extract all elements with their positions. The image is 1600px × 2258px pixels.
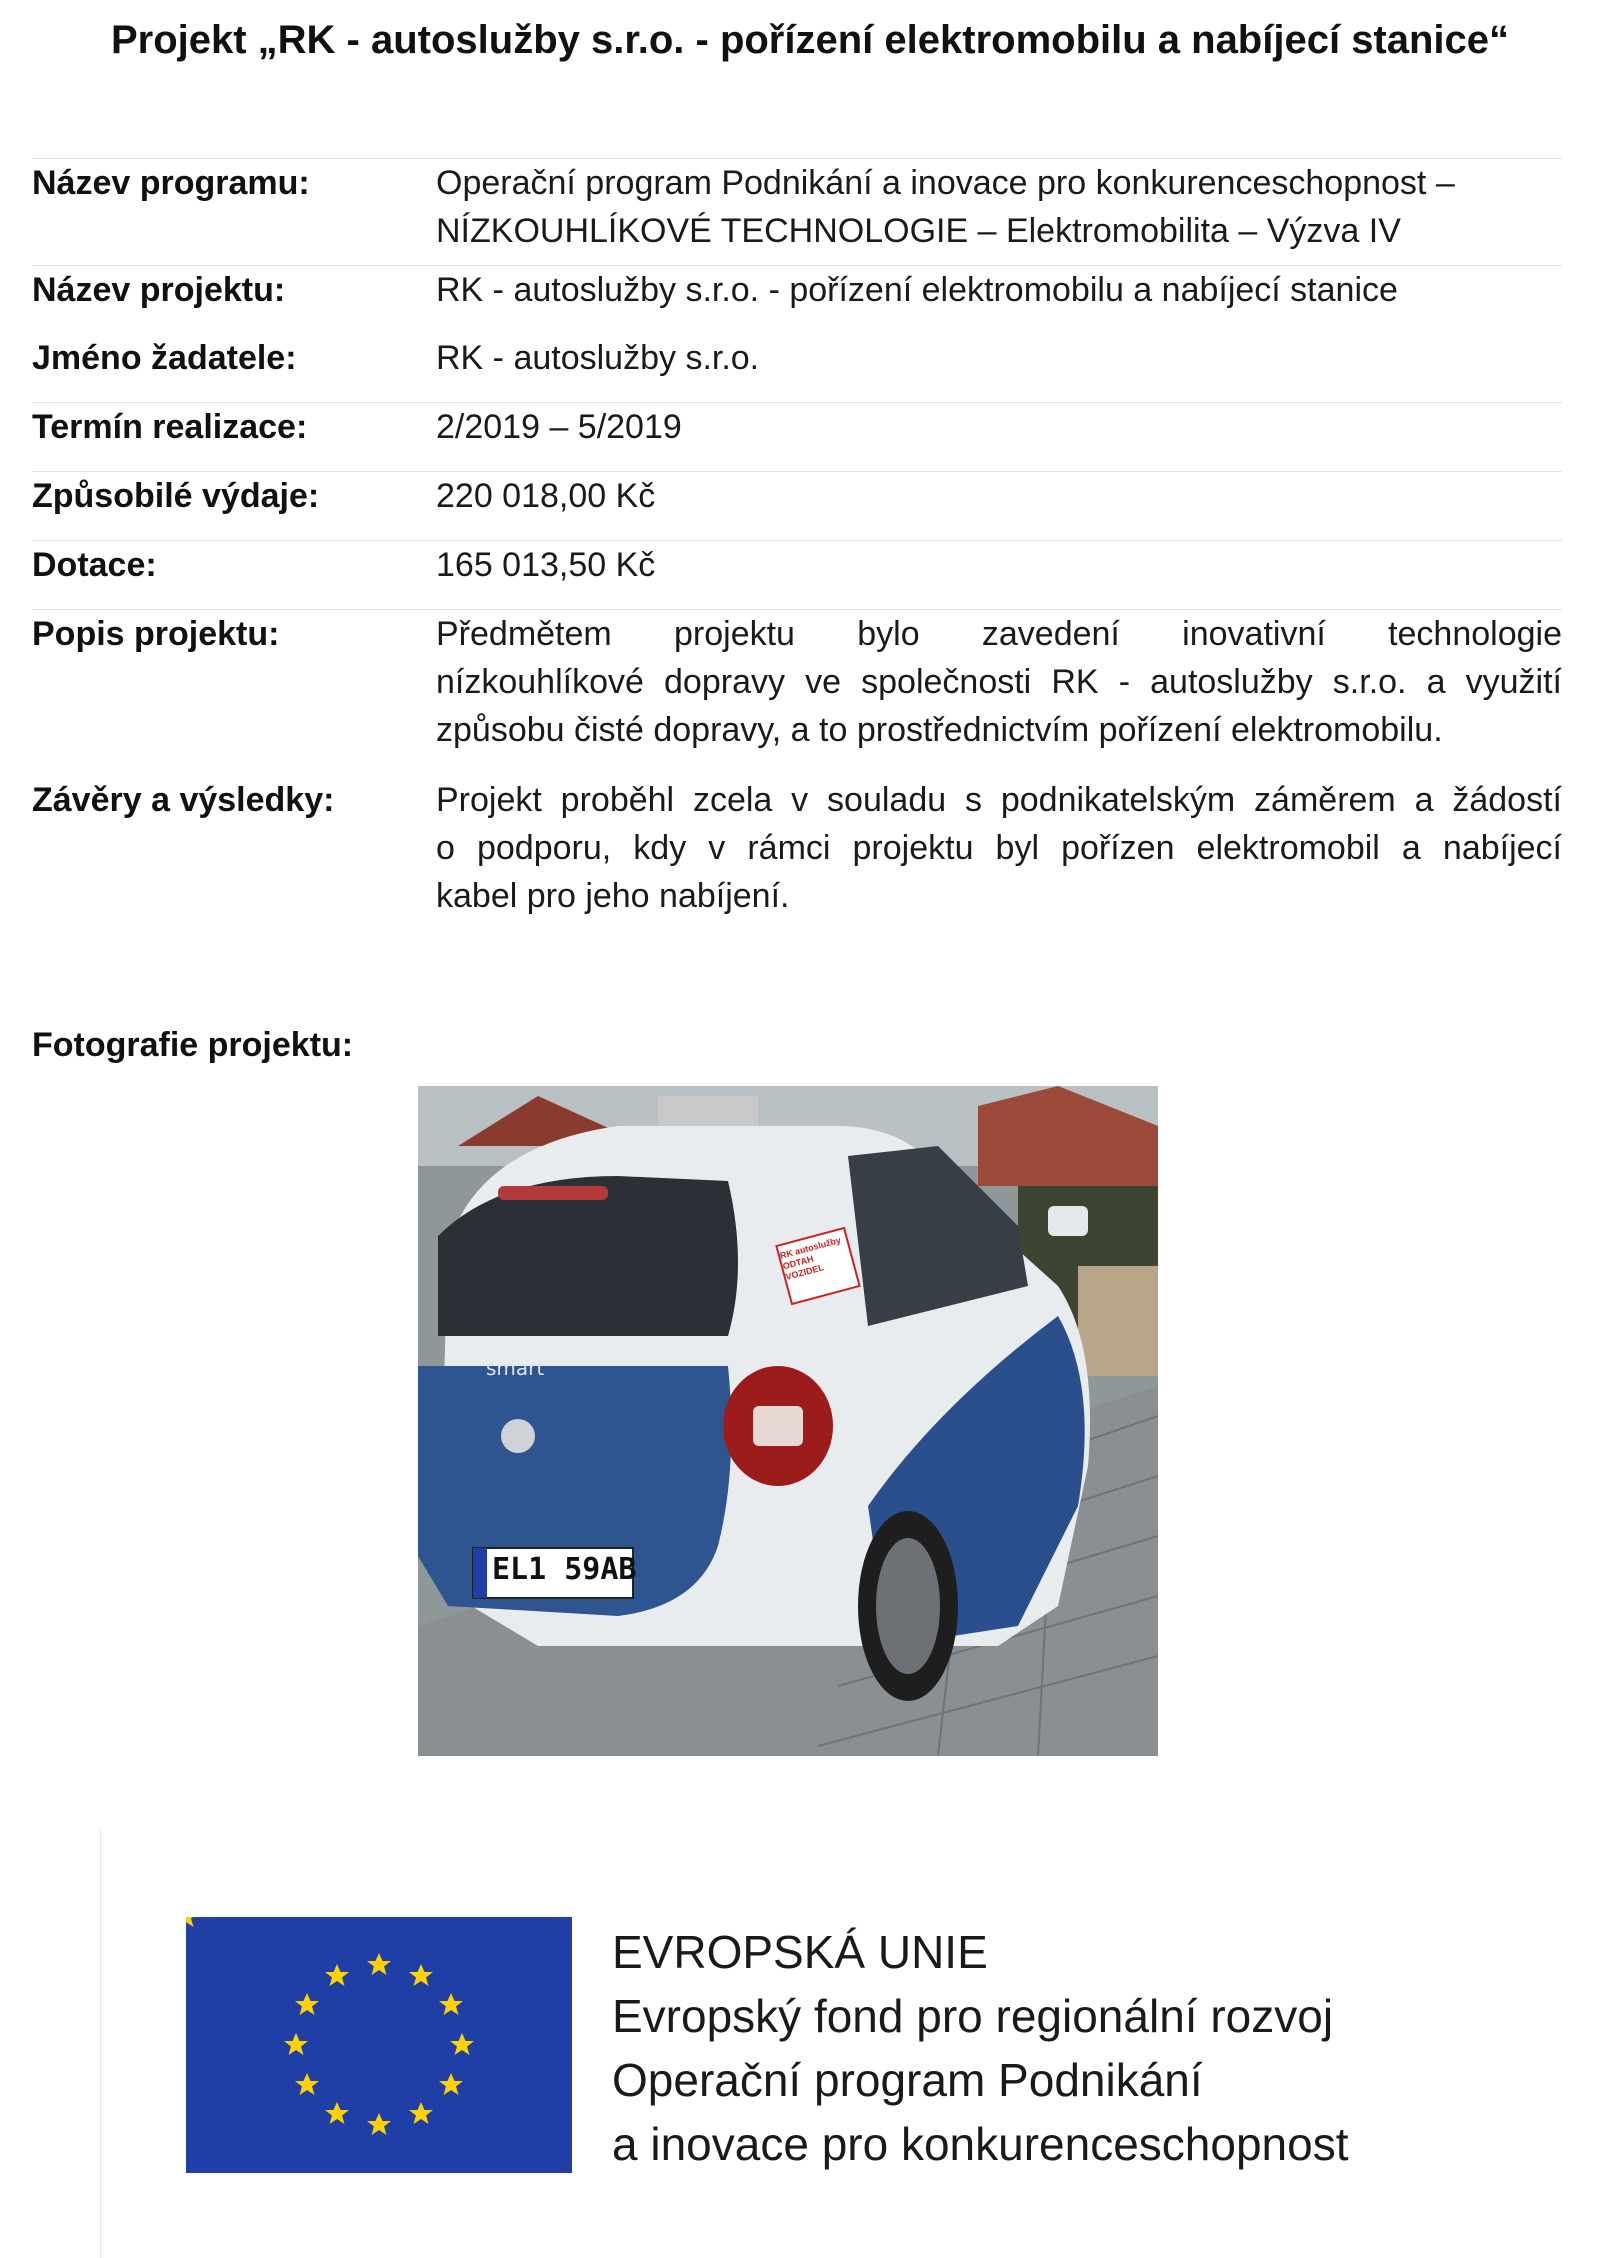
eu-line-2: Evropský fond pro regionální rozvoj <box>612 1990 1334 2042</box>
row-value: 2/2019 – 5/2019 <box>436 408 682 446</box>
value-line: způsobu čisté dopravy, a to prostřednictvím pořízení elektromobilu. <box>436 711 1443 749</box>
row-label: Termín realizace: <box>32 408 308 446</box>
row-label: Název projektu: <box>32 271 286 309</box>
row-label: Popis projektu: <box>32 615 280 653</box>
row-value: 220 018,00 Kč <box>436 477 656 515</box>
row-label: Způsobilé výdaje: <box>32 477 320 515</box>
row-realization-term <box>32 402 1562 471</box>
sticker-text: RK autoslužby ODTAH VOZIDEL <box>778 1234 842 1283</box>
eu-line-4: a inovace pro konkurenceschopnost <box>612 2118 1349 2170</box>
eu-line-1: EVROPSKÁ UNIE <box>612 1926 988 1978</box>
project-info-table <box>32 158 1562 920</box>
value-line: kabel pro jeho nabíjení. <box>436 877 790 915</box>
row-value: RK - autoslužby s.r.o. - pořízení elektromobilu a nabíjecí stanice <box>436 271 1398 309</box>
row-label: Jméno žadatele: <box>32 339 297 377</box>
page-title: Projekt „RK - autoslužby s.r.o. - pořízení elektromobilu a nabíjecí stanice“ <box>110 18 1510 62</box>
row-eligible-costs <box>32 471 1562 540</box>
row-label: Název programu: <box>32 164 310 202</box>
value-line: NÍZKOUHLÍKOVÉ TECHNOLOGIE – Elektromobilita – Výzva IV <box>436 212 1401 250</box>
row-value: 165 013,50 Kč <box>436 546 656 584</box>
row-project-name <box>32 265 1562 334</box>
eu-line-3: Operační program Podnikání <box>612 2054 1203 2106</box>
row-project-description <box>32 609 1562 776</box>
value-line: Projekt proběhl zcela v souladu s podnikatelským záměrem a žádostí <box>436 781 1562 819</box>
row-conclusions <box>32 776 1562 920</box>
row-value <box>436 776 1562 920</box>
row-program-name <box>32 158 1562 250</box>
row-applicant <box>32 334 1562 402</box>
eu-flag-logo <box>186 1917 572 2173</box>
row-value <box>436 610 1562 754</box>
eu-funding-text <box>612 1920 1348 2176</box>
eu-stars-icon <box>186 1917 572 2173</box>
row-value <box>436 159 1562 255</box>
row-subsidy <box>32 540 1562 609</box>
value-line: Operační program Podnikání a inovace pro konkurenceschopnost – <box>436 164 1455 202</box>
car-photo-illustration <box>418 1086 1158 1756</box>
license-plate-text: EL1 59AB <box>492 1552 637 1587</box>
value-line: nízkouhlíkové dopravy ve společnosti RK - autoslužby s.r.o. a využití <box>436 663 1562 701</box>
project-photo <box>418 1086 1158 1756</box>
divider-line <box>100 1830 101 2258</box>
row-label: Dotace: <box>32 546 157 584</box>
value-line: Předmětem projektu bylo zavedení inovativní technologie <box>436 615 1562 653</box>
photo-section-label: Fotografie projektu: <box>32 1026 354 1064</box>
car-brand-text: smart <box>486 1356 545 1380</box>
row-value: RK - autoslužby s.r.o. <box>436 339 760 377</box>
value-line: o podporu, kdy v rámci projektu byl pořízen elektromobil a nabíjecí <box>436 829 1562 867</box>
row-label: Závěry a výsledky: <box>32 781 335 819</box>
